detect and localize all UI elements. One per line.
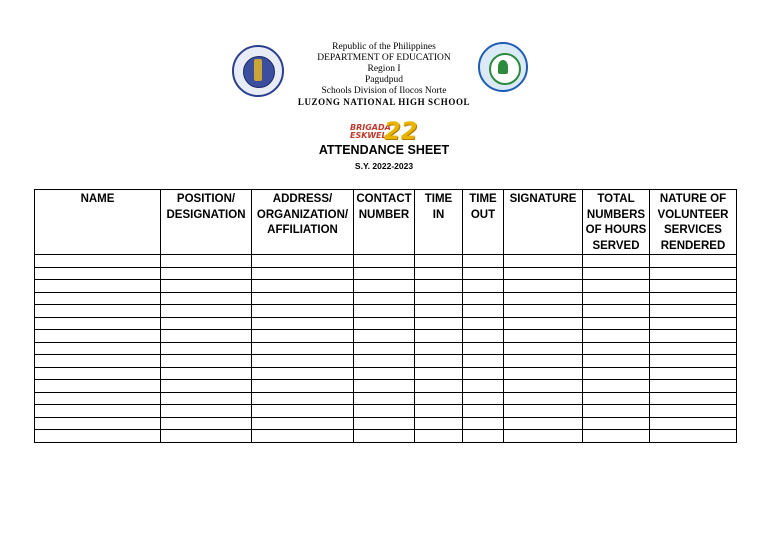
table-cell-time-in <box>415 405 463 418</box>
table-cell-position-designation <box>161 367 252 380</box>
table-header-row <box>35 190 737 255</box>
table-cell-total-hours-served <box>583 330 650 343</box>
table-cell-address-organization-affiliation <box>252 367 354 380</box>
table-row <box>35 367 737 380</box>
table-cell-name <box>35 305 161 318</box>
table-cell-total-hours-served <box>583 405 650 418</box>
table-cell-name <box>35 267 161 280</box>
table-cell-time-out <box>463 417 504 430</box>
table-cell-position-designation <box>161 305 252 318</box>
table-cell-position-designation <box>161 280 252 293</box>
school-year: S.Y. 2022-2023 <box>354 161 414 171</box>
table-cell-position-designation <box>161 317 252 330</box>
brigada-eskwela-text: BRIGADA ESKWELA <box>350 123 393 140</box>
table-cell-nature-of-volunteer-services <box>650 367 737 380</box>
table-row <box>35 380 737 393</box>
table-row <box>35 355 737 368</box>
table-cell-name <box>35 380 161 393</box>
table-cell-name <box>35 342 161 355</box>
table-cell-position-designation <box>161 267 252 280</box>
table-cell-position-designation <box>161 355 252 368</box>
column-header-total-hours-served: TOTAL NUMBERS OF HOURS SERVED <box>583 190 650 255</box>
table-cell-address-organization-affiliation <box>252 392 354 405</box>
table-row <box>35 317 737 330</box>
table-cell-time-in <box>415 380 463 393</box>
table-cell-time-in <box>415 317 463 330</box>
table-cell-nature-of-volunteer-services <box>650 430 737 443</box>
column-header-signature: SIGNATURE <box>504 190 583 255</box>
table-cell-signature <box>504 317 583 330</box>
table-cell-nature-of-volunteer-services <box>650 305 737 318</box>
table-cell-total-hours-served <box>583 280 650 293</box>
table-cell-address-organization-affiliation <box>252 380 354 393</box>
table-cell-address-organization-affiliation <box>252 405 354 418</box>
table-cell-time-in <box>415 417 463 430</box>
table-cell-contact-number <box>354 417 415 430</box>
table-cell-nature-of-volunteer-services <box>650 292 737 305</box>
table-row <box>35 392 737 405</box>
table-cell-position-designation <box>161 330 252 343</box>
table-cell-name <box>35 330 161 343</box>
table-cell-time-in <box>415 267 463 280</box>
table-cell-contact-number <box>354 405 415 418</box>
header-line-region: Region I <box>367 64 401 74</box>
table-cell-nature-of-volunteer-services <box>650 405 737 418</box>
header-line-division: Schools Division of Ilocos Norte <box>321 86 447 96</box>
table-cell-name <box>35 430 161 443</box>
table-cell-time-out <box>463 392 504 405</box>
column-header-time-out: TIME OUT <box>463 190 504 255</box>
table-cell-time-in <box>415 342 463 355</box>
document-header <box>0 42 768 108</box>
table-cell-time-in <box>415 330 463 343</box>
table-cell-position-designation <box>161 405 252 418</box>
table-cell-signature <box>504 280 583 293</box>
table-cell-total-hours-served <box>583 355 650 368</box>
table-cell-total-hours-served <box>583 267 650 280</box>
school-seal-logo <box>478 42 528 92</box>
table-row <box>35 267 737 280</box>
table-row <box>35 330 737 343</box>
column-header-time-in: TIME IN <box>415 190 463 255</box>
table-cell-time-in <box>415 255 463 268</box>
table-cell-total-hours-served <box>583 417 650 430</box>
table-cell-contact-number <box>354 305 415 318</box>
table-cell-time-in <box>415 367 463 380</box>
table-cell-contact-number <box>354 430 415 443</box>
table-row <box>35 280 737 293</box>
table-cell-address-organization-affiliation <box>252 292 354 305</box>
table-cell-position-designation <box>161 292 252 305</box>
table-cell-address-organization-affiliation <box>252 430 354 443</box>
table-cell-time-out <box>463 405 504 418</box>
table-cell-contact-number <box>354 342 415 355</box>
table-cell-nature-of-volunteer-services <box>650 417 737 430</box>
header-line-republic: Republic of the Philippines <box>332 42 436 52</box>
table-cell-total-hours-served <box>583 292 650 305</box>
table-cell-signature <box>504 367 583 380</box>
table-cell-address-organization-affiliation <box>252 267 354 280</box>
table-cell-contact-number <box>354 255 415 268</box>
table-cell-time-in <box>415 430 463 443</box>
table-cell-address-organization-affiliation <box>252 255 354 268</box>
table-cell-contact-number <box>354 267 415 280</box>
table-cell-address-organization-affiliation <box>252 342 354 355</box>
table-cell-total-hours-served <box>583 430 650 443</box>
table-cell-total-hours-served <box>583 342 650 355</box>
column-header-position-designation: POSITION/ DESIGNATION <box>161 190 252 255</box>
table-cell-nature-of-volunteer-services <box>650 280 737 293</box>
table-cell-time-out <box>463 330 504 343</box>
table-row <box>35 292 737 305</box>
table-cell-nature-of-volunteer-services <box>650 380 737 393</box>
table-cell-contact-number <box>354 330 415 343</box>
table-cell-time-out <box>463 255 504 268</box>
table-cell-time-out <box>463 342 504 355</box>
table-cell-signature <box>504 292 583 305</box>
table-cell-signature <box>504 267 583 280</box>
table-cell-position-designation <box>161 430 252 443</box>
table-cell-nature-of-volunteer-services <box>650 355 737 368</box>
attendance-table <box>34 189 737 443</box>
table-cell-time-in <box>415 280 463 293</box>
table-cell-position-designation <box>161 342 252 355</box>
table-cell-signature <box>504 355 583 368</box>
table-row <box>35 305 737 318</box>
table-cell-signature <box>504 330 583 343</box>
table-cell-signature <box>504 430 583 443</box>
table-cell-nature-of-volunteer-services <box>650 392 737 405</box>
table-cell-address-organization-affiliation <box>252 317 354 330</box>
deped-seal-logo <box>232 45 284 97</box>
table-row <box>35 405 737 418</box>
table-cell-address-organization-affiliation <box>252 280 354 293</box>
table-cell-position-designation <box>161 417 252 430</box>
table-cell-time-in <box>415 392 463 405</box>
table-row <box>35 430 737 443</box>
table-cell-signature <box>504 392 583 405</box>
table-row <box>35 255 737 268</box>
table-cell-time-out <box>463 430 504 443</box>
table-cell-address-organization-affiliation <box>252 305 354 318</box>
table-cell-name <box>35 280 161 293</box>
column-header-contact-number: CONTACT NUMBER <box>354 190 415 255</box>
table-row <box>35 417 737 430</box>
table-cell-signature <box>504 417 583 430</box>
table-cell-time-in <box>415 355 463 368</box>
table-cell-time-out <box>463 380 504 393</box>
header-line-municipality: Pagudpud <box>365 75 403 85</box>
table-cell-address-organization-affiliation <box>252 330 354 343</box>
table-cell-name <box>35 392 161 405</box>
brigada-eskwela-number: 22 <box>384 117 418 145</box>
table-cell-time-out <box>463 267 504 280</box>
table-cell-time-in <box>415 305 463 318</box>
table-cell-contact-number <box>354 355 415 368</box>
table-cell-total-hours-served <box>583 255 650 268</box>
table-cell-nature-of-volunteer-services <box>650 342 737 355</box>
table-cell-time-out <box>463 317 504 330</box>
table-cell-contact-number <box>354 380 415 393</box>
table-cell-name <box>35 355 161 368</box>
table-cell-name <box>35 317 161 330</box>
table-cell-signature <box>504 405 583 418</box>
table-cell-signature <box>504 342 583 355</box>
table-cell-address-organization-affiliation <box>252 355 354 368</box>
table-cell-time-out <box>463 280 504 293</box>
table-cell-name <box>35 255 161 268</box>
table-cell-signature <box>504 380 583 393</box>
table-cell-position-designation <box>161 380 252 393</box>
table-cell-contact-number <box>354 367 415 380</box>
table-cell-signature <box>504 305 583 318</box>
table-cell-total-hours-served <box>583 380 650 393</box>
table-cell-name <box>35 367 161 380</box>
table-cell-position-designation <box>161 392 252 405</box>
table-cell-total-hours-served <box>583 367 650 380</box>
table-cell-time-out <box>463 305 504 318</box>
table-cell-contact-number <box>354 280 415 293</box>
table-cell-time-out <box>463 292 504 305</box>
table-cell-nature-of-volunteer-services <box>650 267 737 280</box>
table-cell-nature-of-volunteer-services <box>650 317 737 330</box>
column-header-name: NAME <box>35 190 161 255</box>
table-cell-nature-of-volunteer-services <box>650 255 737 268</box>
table-cell-total-hours-served <box>583 317 650 330</box>
table-cell-address-organization-affiliation <box>252 417 354 430</box>
table-row <box>35 342 737 355</box>
table-cell-contact-number <box>354 392 415 405</box>
header-line-department: DEPARTMENT OF EDUCATION <box>317 53 451 63</box>
table-cell-nature-of-volunteer-services <box>650 330 737 343</box>
header-school-name: LUZONG NATIONAL HIGH SCHOOL <box>297 97 471 107</box>
column-header-nature-of-volunteer-services: NATURE OF VOLUNTEER SERVICES RENDERED <box>650 190 737 255</box>
table-cell-signature <box>504 255 583 268</box>
table-cell-position-designation <box>161 255 252 268</box>
table-cell-contact-number <box>354 317 415 330</box>
sheet-title: ATTENDANCE SHEET <box>318 143 450 157</box>
table-cell-total-hours-served <box>583 392 650 405</box>
table-cell-time-in <box>415 292 463 305</box>
table-cell-contact-number <box>354 292 415 305</box>
table-cell-name <box>35 405 161 418</box>
table-cell-time-out <box>463 367 504 380</box>
table-cell-total-hours-served <box>583 305 650 318</box>
brigada-eskwela-logo <box>350 118 418 146</box>
column-header-address-organization-affiliation: ADDRESS/ ORGANIZATION/ AFFILIATION <box>252 190 354 255</box>
table-cell-name <box>35 292 161 305</box>
table-cell-name <box>35 417 161 430</box>
table-cell-time-out <box>463 355 504 368</box>
